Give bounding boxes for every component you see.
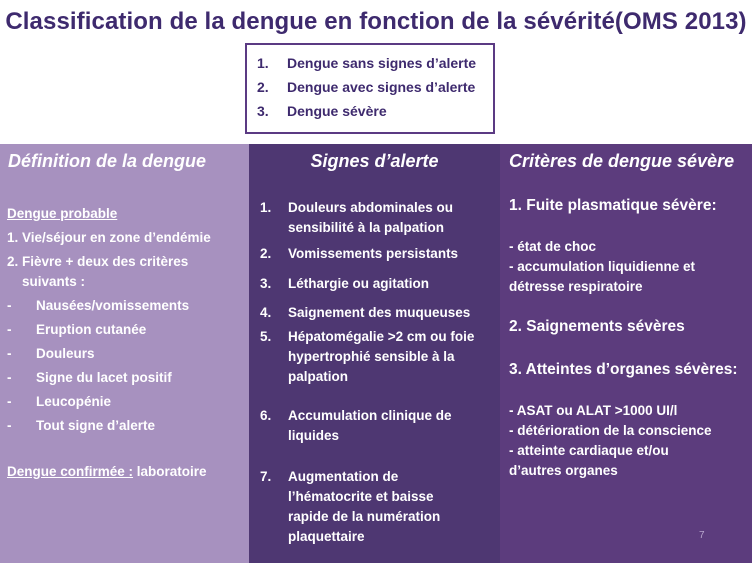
criterion-1-item: - accumulation liquidienne et bbox=[509, 259, 696, 274]
warning-sign-text bbox=[288, 327, 498, 387]
warning-sign-number: 3. bbox=[260, 276, 272, 291]
severe-criteria-column bbox=[500, 144, 752, 563]
severity-number: 1. bbox=[257, 55, 269, 71]
bullet-item: Tout signe d’alerte bbox=[36, 418, 156, 433]
definition-line-2b: suivants : bbox=[22, 274, 86, 289]
severity-list bbox=[257, 51, 493, 123]
bullet-dash: - bbox=[7, 394, 12, 409]
definition-column bbox=[0, 144, 249, 563]
warning-sign-text bbox=[288, 274, 498, 294]
warning-sign-line: Saignement des muqueuses bbox=[288, 305, 471, 320]
slide-title: Classification de la dengue en fonction de la sévérité(OMS 2013) bbox=[5, 8, 747, 35]
severity-label: Dengue avec signes d’alerte bbox=[287, 79, 476, 95]
bullet-item: Signe du lacet positif bbox=[36, 370, 172, 385]
warning-sign-line: Vomissements persistants bbox=[288, 246, 459, 261]
bullet-dash: - bbox=[7, 298, 12, 313]
bullet-item: Nausées/vomissements bbox=[36, 298, 190, 313]
criterion-3-item: - détérioration de la conscience bbox=[509, 423, 712, 438]
definition-heading: Définition de la dengue bbox=[8, 151, 207, 171]
warning-sign-number: 5. bbox=[260, 329, 272, 344]
warning-sign-number: 2. bbox=[260, 246, 272, 261]
criterion-1-title: 1. Fuite plasmatique sévère: bbox=[509, 197, 717, 214]
warning-sign-line: Douleurs abdominales ou bbox=[288, 200, 454, 215]
confirmed-label: Dengue confirmée : bbox=[7, 464, 134, 479]
bullet-item: Eruption cutanée bbox=[36, 322, 147, 337]
probable-label: Dengue probable bbox=[7, 206, 118, 221]
warning-sign-line: rapide de la numération bbox=[288, 509, 441, 524]
severity-item bbox=[257, 75, 493, 99]
criterion-2-title: 2. Saignements sévères bbox=[509, 318, 685, 335]
severity-label: Dengue sans signes d’alerte bbox=[287, 55, 477, 71]
criterion-3-item: - atteinte cardiaque et/ou bbox=[509, 443, 669, 458]
criterion-3-title: 3. Atteintes d’organes sévères: bbox=[509, 361, 738, 378]
definition-line-2a: 2. Fièvre + deux des critères bbox=[7, 254, 189, 269]
severity-label: Dengue sévère bbox=[287, 103, 387, 119]
warning-sign-text bbox=[288, 467, 498, 547]
warning-signs-heading: Signes d’alerte bbox=[310, 151, 439, 171]
severity-item bbox=[257, 51, 493, 75]
warning-sign-line: liquides bbox=[288, 428, 340, 443]
warning-sign-line: Accumulation clinique de bbox=[288, 408, 452, 423]
warning-sign-line: hypertrophié sensible à la bbox=[288, 349, 455, 364]
criterion-3-item: - ASAT ou ALAT >1000 UI/l bbox=[509, 403, 678, 418]
warning-sign-number: 1. bbox=[260, 200, 272, 215]
bullet-dash: - bbox=[7, 322, 12, 337]
confirmed-value: laboratoire bbox=[133, 464, 207, 479]
bullet-dash: - bbox=[7, 418, 12, 433]
criterion-3-item: d’autres organes bbox=[509, 463, 618, 478]
warning-sign-line: Hépatomégalie >2 cm ou foie bbox=[288, 329, 475, 344]
warning-sign-line: palpation bbox=[288, 369, 348, 384]
warning-sign-line: plaquettaire bbox=[288, 529, 365, 544]
severity-item bbox=[257, 99, 493, 123]
warning-signs-column bbox=[249, 144, 500, 563]
warning-sign-text bbox=[288, 406, 498, 446]
criterion-1-item: - état de choc bbox=[509, 239, 597, 254]
warning-sign-text bbox=[288, 198, 498, 238]
page-number: 7 bbox=[699, 530, 705, 541]
severity-number: 2. bbox=[257, 79, 269, 95]
warning-sign-text bbox=[288, 244, 498, 264]
warning-sign-line: sensibilité à la palpation bbox=[288, 220, 445, 235]
confirmed-line bbox=[7, 464, 207, 479]
severity-number: 3. bbox=[257, 103, 269, 119]
warning-sign-number: 7. bbox=[260, 469, 272, 484]
warning-sign-line: Léthargie ou agitation bbox=[288, 276, 430, 291]
severity-levels-box bbox=[245, 43, 495, 134]
bullet-dash: - bbox=[7, 370, 12, 385]
warning-sign-line: l’hématocrite et baisse bbox=[288, 489, 434, 504]
definition-line-1: 1. Vie/séjour en zone d’endémie bbox=[7, 230, 211, 245]
warning-sign-number: 4. bbox=[260, 305, 272, 320]
warning-sign-number: 6. bbox=[260, 408, 272, 423]
bullet-dash: - bbox=[7, 346, 12, 361]
bullet-item: Douleurs bbox=[36, 346, 95, 361]
criterion-1-item: détresse respiratoire bbox=[509, 279, 643, 294]
severe-criteria-heading: Critères de dengue sévère bbox=[509, 151, 735, 171]
bullet-item: Leucopénie bbox=[36, 394, 112, 409]
warning-sign-line: Augmentation de bbox=[288, 469, 399, 484]
warning-sign-text bbox=[288, 303, 498, 323]
